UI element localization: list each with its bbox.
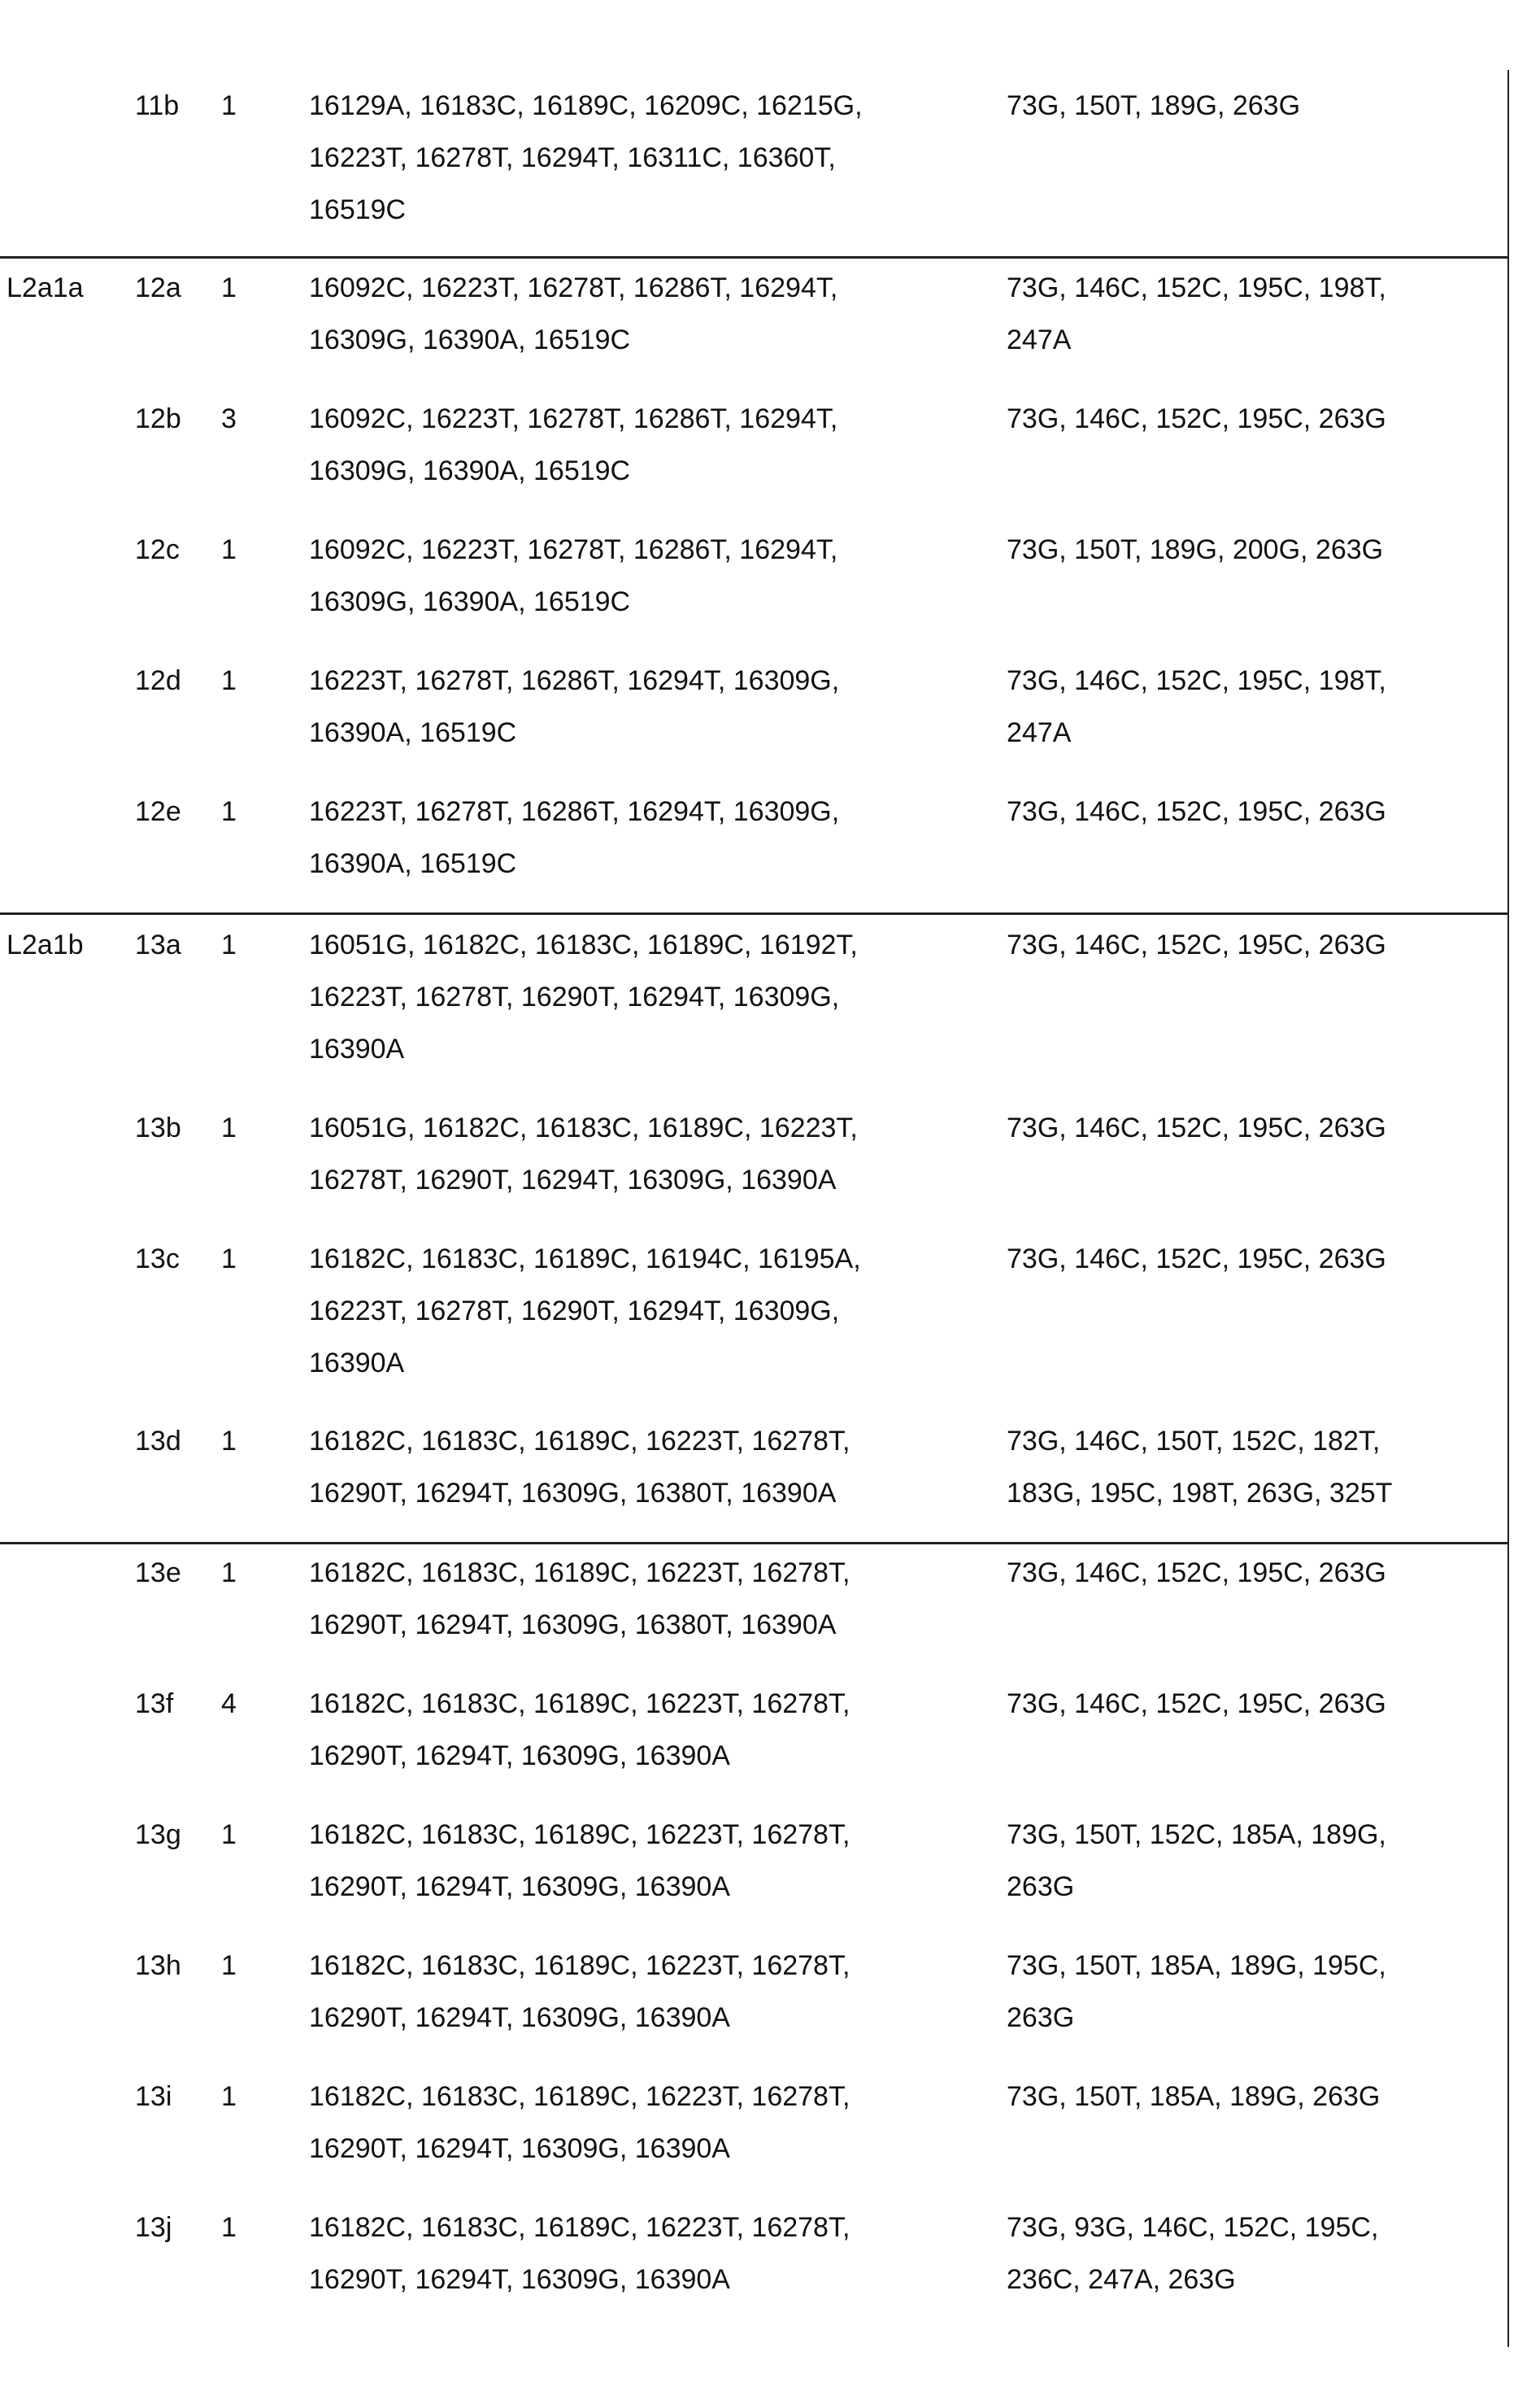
hvs2-mutations-cell (1007, 2071, 1380, 2123)
hvs1-mutations-cell (309, 1102, 858, 1206)
hvs1-mutations-cell-line: 16223T, 16278T, 16290T, 16294T, 16309G, (309, 982, 840, 1012)
haplotype-id-cell: 12a (135, 272, 181, 303)
haplotype-id-cell: 13i (135, 2081, 172, 2112)
hvs1-mutations-cell-line: 16092C, 16223T, 16278T, 16286T, 16294T, (309, 403, 838, 434)
hvs2-mutations-cell-line: 73G, 146C, 152C, 195C, 263G (1007, 1688, 1386, 1719)
hvs1-mutations-cell-line: 16390A, 16519C (309, 848, 517, 879)
count-cell: 1 (221, 1243, 237, 1274)
hvs2-mutations-cell-line: 73G, 150T, 189G, 200G, 263G (1007, 534, 1384, 565)
hvs2-mutations-cell-line: 183G, 195C, 198T, 263G, 325T (1007, 1478, 1393, 1509)
hvs1-mutations-cell (309, 1678, 850, 1782)
hvs1-mutations-cell-line: 16390A, 16519C (309, 717, 517, 748)
hvs1-mutations-cell-line: 16129A, 16183C, 16189C, 16209C, 16215G, (309, 90, 863, 121)
haplotype-id-cell: 13f (135, 1688, 174, 1719)
hvs2-mutations-cell-line: 73G, 150T, 152C, 185A, 189G, (1007, 1819, 1386, 1850)
hvs1-mutations-cell (309, 262, 837, 366)
hvs1-mutations-cell-line: 16092C, 16223T, 16278T, 16286T, 16294T, (309, 272, 838, 303)
count-cell: 1 (221, 930, 237, 960)
count-cell: 1 (221, 2081, 237, 2112)
hvs1-mutations-cell-line: 16182C, 16183C, 16189C, 16223T, 16278T, (309, 1426, 850, 1457)
count-cell: 1 (221, 665, 237, 696)
hvs2-mutations-cell (1007, 919, 1386, 971)
hvs1-mutations-cell-line: 16182C, 16183C, 16189C, 16223T, 16278T, (309, 1688, 850, 1719)
haplotype-id-cell: 13c (135, 1243, 180, 1274)
count-cell: 1 (221, 90, 237, 121)
hvs2-mutations-cell (1007, 786, 1386, 838)
hvs1-mutations-cell-line: 16223T, 16278T, 16290T, 16294T, 16309G, (309, 1296, 840, 1326)
count-cell: 1 (221, 1819, 237, 1850)
hvs1-mutations-cell-line: 16223T, 16278T, 16286T, 16294T, 16309G, (309, 796, 840, 827)
hvs2-mutations-cell-line: 73G, 146C, 152C, 195C, 263G (1007, 1557, 1386, 1588)
hvs2-mutations-cell-line: 73G, 146C, 152C, 195C, 263G (1007, 930, 1386, 960)
count-cell: 1 (221, 272, 237, 303)
hvs2-mutations-cell-line: 73G, 146C, 152C, 195C, 263G (1007, 1113, 1386, 1143)
hvs1-mutations-cell-line: 16051G, 16182C, 16183C, 16189C, 16192T, (309, 930, 858, 960)
hvs1-mutations-cell (309, 524, 837, 628)
hvs1-mutations-cell-line: 16309G, 16390A, 16519C (309, 455, 631, 486)
hvs1-mutations-cell-line: 16390A (309, 1348, 405, 1378)
hvs2-mutations-cell (1007, 1809, 1386, 1913)
hvs1-mutations-cell-line: 16290T, 16294T, 16309G, 16390A (309, 2264, 730, 2295)
hvs2-mutations-cell-line: 73G, 150T, 185A, 189G, 263G (1007, 2081, 1381, 2112)
haplotype-id-cell: 13d (135, 1426, 181, 1457)
hvs2-mutations-cell-line: 73G, 146C, 152C, 195C, 198T, (1007, 272, 1386, 303)
hvs1-mutations-cell-line: 16290T, 16294T, 16309G, 16390A (309, 1871, 730, 1902)
haplogroup-cell: L2a1b (7, 930, 84, 960)
hvs1-mutations-cell-line: 16519C (309, 194, 407, 225)
hvs1-mutations-cell-line: 16290T, 16294T, 16309G, 16390A (309, 2002, 730, 2033)
hvs1-mutations-cell (309, 1415, 850, 1519)
hvs1-mutations-cell-line: 16309G, 16390A, 16519C (309, 324, 631, 355)
haplotype-id-cell: 13h (135, 1950, 181, 1981)
haplogroup-cell: L2a1a (7, 272, 84, 303)
hvs1-mutations-cell (309, 393, 837, 497)
group-separator (0, 1542, 1509, 1544)
hvs2-mutations-cell (1007, 1678, 1386, 1730)
hvs1-mutations-cell (309, 786, 839, 890)
hvs1-mutations-cell-line: 16182C, 16183C, 16189C, 16223T, 16278T, (309, 2081, 850, 2112)
count-cell: 4 (221, 1688, 237, 1719)
hvs1-mutations-cell (309, 1940, 850, 2044)
hvs1-mutations-cell-line: 16290T, 16294T, 16309G, 16390A (309, 2133, 730, 2164)
haplotype-id-cell: 13e (135, 1557, 181, 1588)
count-cell: 1 (221, 1426, 237, 1457)
hvs2-mutations-cell-line: 73G, 93G, 146C, 152C, 195C, (1007, 2212, 1379, 2243)
hvs2-mutations-cell (1007, 1102, 1386, 1154)
hvs2-mutations-cell-line: 263G (1007, 1871, 1075, 1902)
hvs2-mutations-cell (1007, 1415, 1392, 1519)
hvs2-mutations-cell-line: 263G (1007, 2002, 1075, 2033)
hvs1-mutations-cell-line: 16290T, 16294T, 16309G, 16390A (309, 1740, 730, 1771)
haplotype-id-cell: 11b (135, 90, 180, 121)
count-cell: 3 (221, 403, 237, 434)
hvs2-mutations-cell (1007, 393, 1386, 445)
group-separator (0, 912, 1509, 915)
haplotype-id-cell: 13g (135, 1819, 181, 1850)
count-cell: 1 (221, 1557, 237, 1588)
haplotype-id-cell: 13b (135, 1113, 181, 1143)
hvs2-mutations-cell-line: 73G, 146C, 150T, 152C, 182T, (1007, 1426, 1381, 1457)
hvs1-mutations-cell-line: 16278T, 16290T, 16294T, 16309G, 16390A (309, 1165, 837, 1195)
hvs2-mutations-cell (1007, 262, 1386, 366)
hvs2-mutations-cell (1007, 1547, 1386, 1599)
hvs2-mutations-cell (1007, 80, 1300, 132)
hvs1-mutations-cell (309, 655, 839, 759)
hvs2-mutations-cell (1007, 524, 1383, 576)
hvs1-mutations-cell-line: 16051G, 16182C, 16183C, 16189C, 16223T, (309, 1113, 858, 1143)
hvs2-mutations-cell-line: 73G, 146C, 152C, 195C, 198T, (1007, 665, 1386, 696)
hvs2-mutations-cell-line: 236C, 247A, 263G (1007, 2264, 1236, 2295)
hvs1-mutations-cell (309, 2071, 850, 2175)
hvs2-mutations-cell-line: 247A (1007, 717, 1072, 748)
hvs1-mutations-cell (309, 1547, 850, 1651)
haplotype-id-cell: 13j (135, 2212, 172, 2243)
count-cell: 1 (221, 1113, 237, 1143)
hvs2-mutations-cell (1007, 1233, 1386, 1285)
hvs2-mutations-cell-line: 73G, 150T, 185A, 189G, 195C, (1007, 1950, 1386, 1981)
haplotype-id-cell: 12e (135, 796, 181, 827)
hvs1-mutations-cell-line: 16182C, 16183C, 16189C, 16223T, 16278T, (309, 2212, 850, 2243)
hvs2-mutations-cell-line: 73G, 146C, 152C, 195C, 263G (1007, 796, 1386, 827)
hvs2-mutations-cell (1007, 1940, 1386, 2044)
hvs1-mutations-cell-line: 16182C, 16183C, 16189C, 16194C, 16195A, (309, 1243, 861, 1274)
hvs2-mutations-cell-line: 247A (1007, 324, 1072, 355)
count-cell: 1 (221, 2212, 237, 2243)
haplotype-id-cell: 12d (135, 665, 181, 696)
hvs1-mutations-cell (309, 1809, 850, 1913)
hvs1-mutations-cell (309, 80, 863, 236)
hvs1-mutations-cell-line: 16390A (309, 1034, 405, 1065)
hvs1-mutations-cell-line: 16182C, 16183C, 16189C, 16223T, 16278T, (309, 1557, 850, 1588)
hvs2-mutations-cell-line: 73G, 146C, 152C, 195C, 263G (1007, 403, 1386, 434)
hvs2-mutations-cell (1007, 655, 1386, 759)
haplotype-id-cell: 13a (135, 930, 181, 960)
hvs1-mutations-cell-line: 16223T, 16278T, 16286T, 16294T, 16309G, (309, 665, 840, 696)
group-separator (0, 256, 1509, 259)
table-right-border (1507, 70, 1509, 2347)
hvs2-mutations-cell-line: 73G, 150T, 189G, 263G (1007, 90, 1301, 121)
hvs1-mutations-cell-line: 16290T, 16294T, 16309G, 16380T, 16390A (309, 1609, 837, 1640)
hvs1-mutations-cell (309, 2201, 850, 2306)
haplotype-id-cell: 12c (135, 534, 180, 565)
hvs1-mutations-cell-line: 16092C, 16223T, 16278T, 16286T, 16294T, (309, 534, 838, 565)
hvs2-mutations-cell (1007, 2201, 1378, 2306)
hvs1-mutations-cell-line: 16182C, 16183C, 16189C, 16223T, 16278T, (309, 1950, 850, 1981)
count-cell: 1 (221, 1950, 237, 1981)
hvs1-mutations-cell-line: 16290T, 16294T, 16309G, 16380T, 16390A (309, 1478, 837, 1509)
hvs2-mutations-cell-line: 73G, 146C, 152C, 195C, 263G (1007, 1243, 1386, 1274)
hvs1-mutations-cell-line: 16309G, 16390A, 16519C (309, 586, 631, 617)
hvs1-mutations-cell (309, 919, 858, 1075)
count-cell: 1 (221, 796, 237, 827)
count-cell: 1 (221, 534, 237, 565)
hvs1-mutations-cell-line: 16182C, 16183C, 16189C, 16223T, 16278T, (309, 1819, 850, 1850)
hvs1-mutations-cell (309, 1233, 861, 1389)
hvs1-mutations-cell-line: 16223T, 16278T, 16294T, 16311C, 16360T, (309, 142, 836, 173)
haplotype-id-cell: 12b (135, 403, 181, 434)
